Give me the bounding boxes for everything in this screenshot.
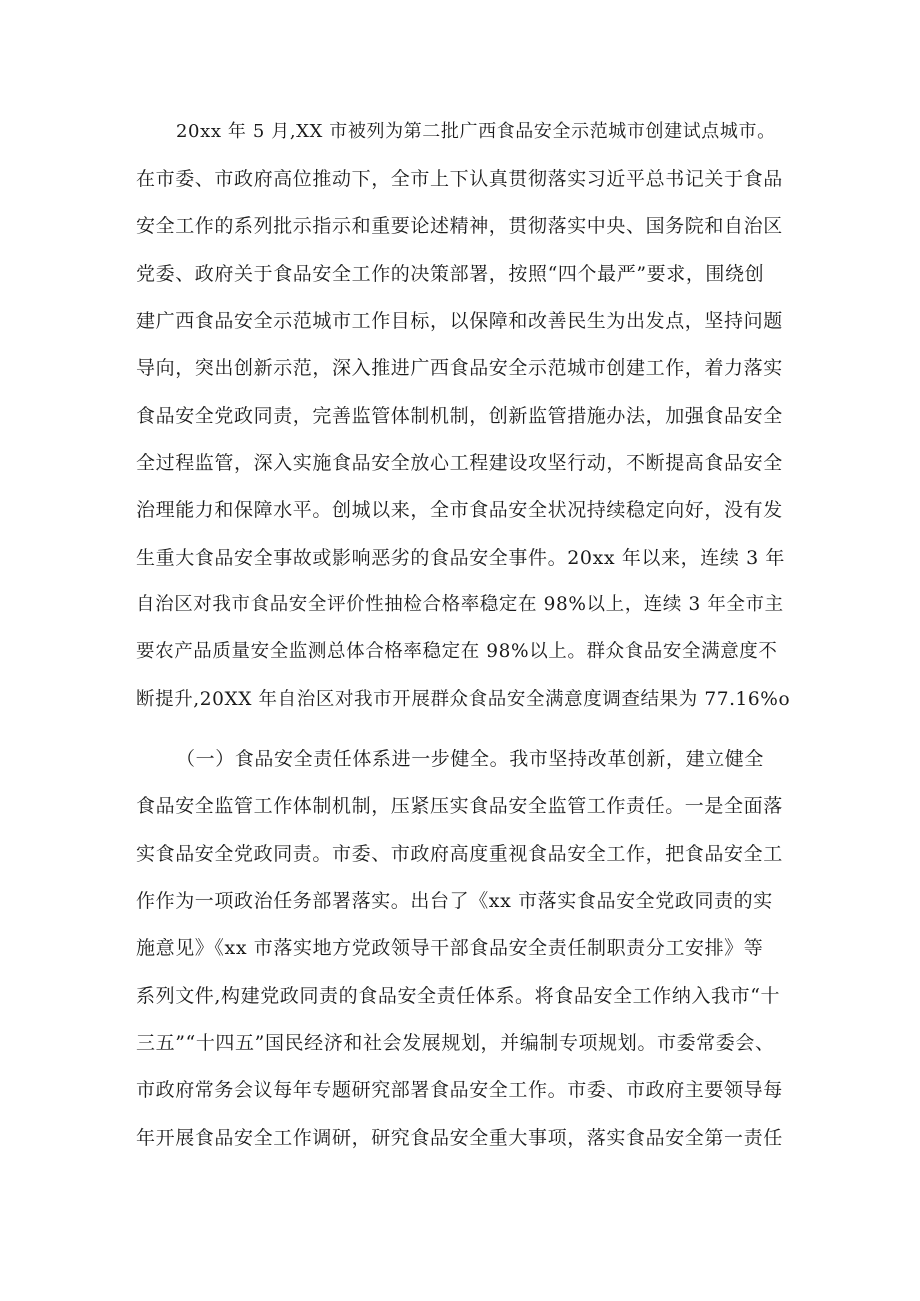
paragraph-1-line: 断提升,20XX 年自治区对我市开展群众食品安全满意度调查结果为 77.16%o (136, 689, 791, 710)
paragraph-2-line: 市政府常务会议每年专题研究部署食品安全工作。市委、市政府主要领导每 (136, 1079, 783, 1101)
paragraph-2-line: 施意见》《xx 市落实地方党政领导干部食品安全责任制职责分工安排》等 (136, 937, 764, 959)
paragraph-1-line: 安全工作的系列批示指示和重要论述精神，贯彻落实中央、国务院和自治区 (136, 215, 783, 237)
paragraph-2-line: 作作为一项政治任务部署落实。出台了《xx 市落实食品安全党政同责的实 (136, 890, 773, 912)
paragraph-2-line: 年开展食品安全工作调研，研究食品安全重大事项，落实食品安全第一责任 (136, 1127, 783, 1149)
paragraph-1-line: 治理能力和保障水平。创城以来，全市食品安全状况持续稳定向好，没有发 (136, 499, 783, 521)
paragraph-2-line: 食品安全监管工作体制机制，压紧压实食品安全监管工作责任。一是全面落 (136, 795, 783, 817)
paragraph-1-line: 在市委、市政府高位推动下，全市上下认真贯彻落实习近平总书记关于食品 (136, 168, 783, 190)
paragraph-1-line: 导向，突出创新示范，深入推进广西食品安全示范城市创建工作，着力落实 (136, 357, 783, 379)
paragraph-1-line: 食品安全党政同责，完善监管体制机制，创新监管措施办法，加强食品安全 (136, 405, 783, 427)
paragraph-2-line: 实食品安全党政同责。市委、市政府高度重视食品安全工作，把食品安全工 (136, 843, 783, 865)
paragraph-1-line: 党委、政府关于食品安全工作的决策部署，按照“四个最严”要求，围绕创 (136, 263, 765, 285)
paragraph-1-line: 全过程监管，深入实施食品安全放心工程建设攻坚行动，不断提高食品安全 (136, 452, 783, 474)
paragraph-1-line: 20xx 年 5 月,XX 市被列为第二批广西食品安全示范城市创建试点城市。 (176, 121, 776, 142)
paragraph-2-line: （一）食品安全责任体系进一步健全。我市坚持改革创新，建立健全 (176, 748, 765, 770)
paragraph-1-line: 生重大食品安全事故或影响恶劣的食品安全事件。20xx 年以来，连续 3 年 (136, 547, 786, 569)
paragraph-1-line: 要农产品质量安全监测总体合格率稳定在 98%以上。群众食品安全满意度不 (136, 641, 778, 662)
paragraph-1-line: 建广西食品安全示范城市工作目标，以保障和改善民生为出发点，坚持问题 (136, 310, 783, 332)
paragraph-2-line: 三五”“十四五”国民经济和社会发展规划，并编制专项规划。市委常委会、 (136, 1032, 775, 1054)
paragraph-2-line: 系列文件,构建党政同责的食品安全责任体系。将食品安全工作纳入我市“十 (136, 985, 781, 1007)
paragraph-1-line: 自治区对我市食品安全评价性抽检合格率稳定在 98%以上，连续 3 年全市主 (136, 594, 784, 615)
